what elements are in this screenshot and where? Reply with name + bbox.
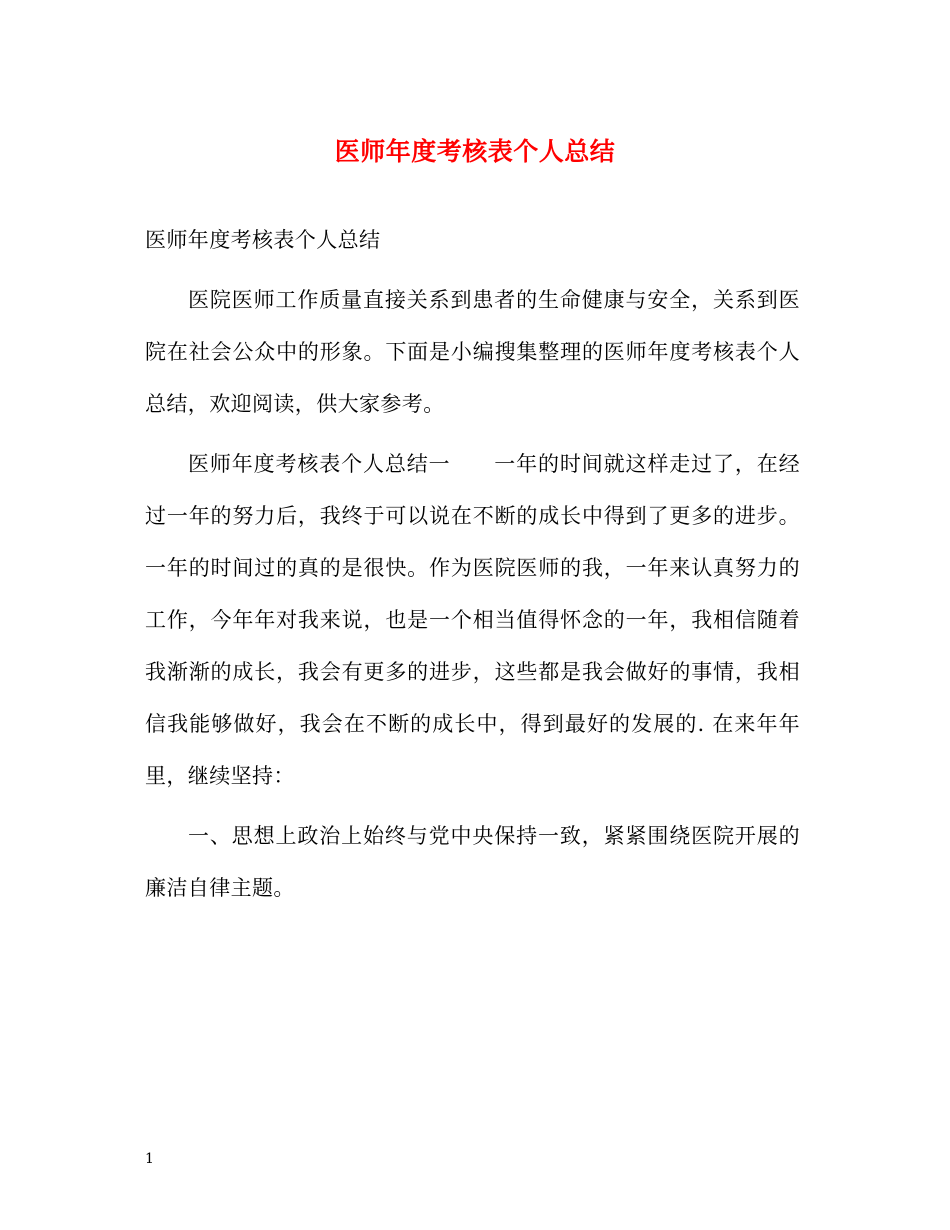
- intro-paragraph: 医院医师工作质量直接关系到患者的生命健康与安全，关系到医院在社会公众中的形象。下面是小编搜集整理的医师年度考核表个人总结，欢迎阅读，供大家参考。: [145, 288, 800, 416]
- document-title: 医师年度考核表个人总结: [334, 137, 616, 166]
- page-number: 1: [145, 1151, 154, 1167]
- point-one-paragraph: 一、思想上政治上始终与党中央保持一致，紧紧围绕医院开展的廉洁自律主题。: [145, 824, 800, 900]
- subtitle-paragraph: 医师年度考核表个人总结: [145, 228, 381, 252]
- summary-paragraph: 医师年度考核表个人总结一 一年的时间就这样走过了，在经过一年的努力后，我终于可以说在不断的成长中得到了更多的进步。一年的时间过的真的是很快。作为医院医师的我，一年来认真努力的工作，今年年对我来说，也是一个相当值得怀念的一年，我相信随着我渐渐的成长，我会有更多的进步，这些都是我会做好的事情，我相信我能够做好，我会在不断的成长中，得到最好的发展的. 在来年年里，继续坚持：: [145, 452, 800, 788]
- document-body: [145, 214, 800, 914]
